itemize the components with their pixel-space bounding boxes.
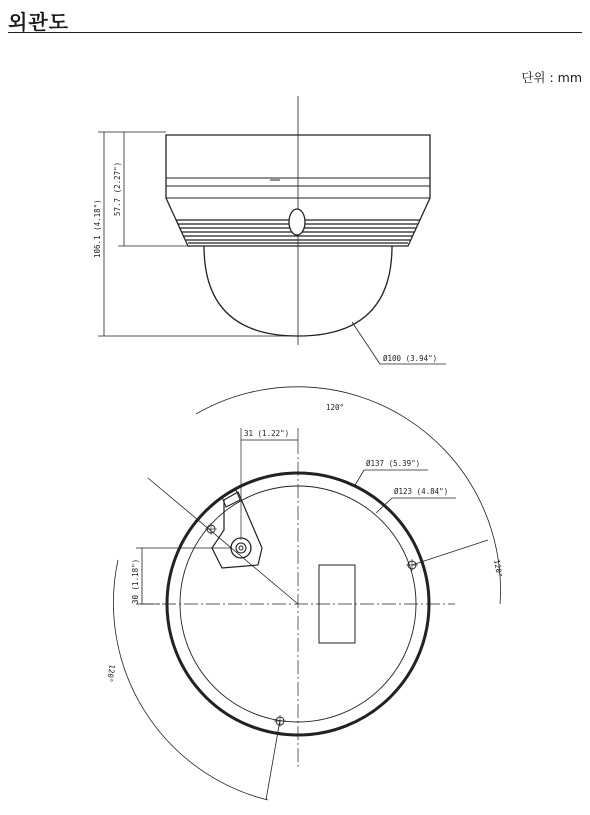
outer-diameter-label: Ø137 (5.39") bbox=[366, 459, 421, 468]
angle-top-label: 120° bbox=[326, 403, 345, 412]
mount-diameter-label: Ø123 (4.84") bbox=[394, 487, 449, 496]
side-view bbox=[98, 96, 446, 364]
angle-right-label: 120° bbox=[492, 558, 505, 579]
cable-port bbox=[231, 538, 251, 558]
unit-label: 단위 : mm bbox=[521, 70, 582, 85]
offset-x-label: 31 (1.22") bbox=[244, 429, 290, 438]
height-total-label: 106.1 (4.18") bbox=[93, 199, 102, 258]
dome-diameter-label: Ø100 (3.94") bbox=[383, 354, 438, 363]
angle-left-label: 120° bbox=[104, 663, 117, 684]
side-hole bbox=[289, 209, 305, 235]
bottom-view bbox=[113, 387, 500, 800]
height-upper-label: 57.7 (2.27") bbox=[113, 161, 122, 216]
offset-y-label: 30 (1.18") bbox=[131, 558, 140, 604]
page-title: 외관도 bbox=[8, 10, 69, 34]
bracket-clip bbox=[222, 490, 240, 507]
angle-arc-top bbox=[196, 387, 500, 604]
